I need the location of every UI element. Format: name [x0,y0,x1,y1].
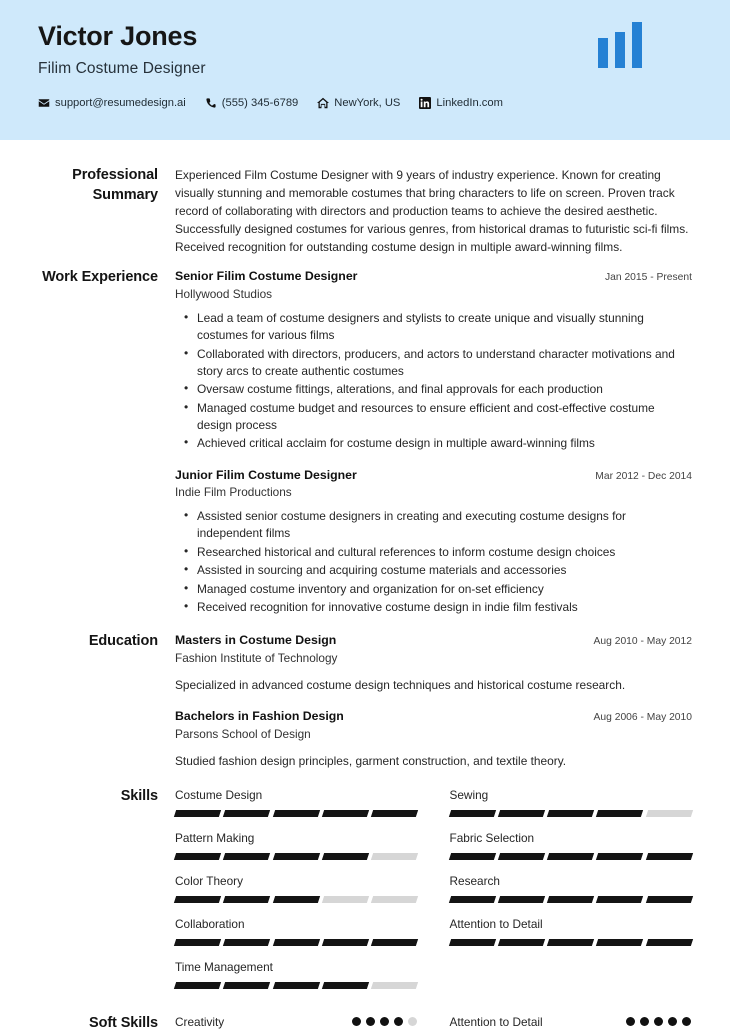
skill-item [450,873,693,903]
skill-level-segment [498,939,546,946]
skill-level-segment [174,982,222,989]
education-degree: Masters in Costume Design [175,633,337,648]
experience-job-title: Junior Filim Costume Designer [175,467,357,482]
education-date-range: Aug 2006 - May 2010 [593,712,692,724]
summary-text: Experienced Film Costume Designer with 9 years of industry experience. Known for creating visually stunning and memorable costumes that bring characters to life on screen. Proven track record of collaborating with directors and production teams to achieve the desired aesthetic. Successfully designed costumes for various genres, from historical dramas to futuristic sci-fi films. Received recognition for outstanding costume design in multiple award-winning films. [175,168,689,255]
education-date-range: Aug 2010 - May 2012 [593,636,692,648]
soft-skill-name: Creativity [175,1015,225,1030]
soft-skill-dot [668,1017,677,1026]
skill-level-segment [596,853,644,860]
experience-entry-header [175,268,692,285]
experience-entry [175,467,692,617]
skill-level-segment [498,896,546,903]
experience-entry [175,268,692,452]
section-work-experience [38,268,692,620]
experience-bullet: • Managed costume budget and resources to ensure efficient and cost-effective costume design process [197,400,692,435]
skill-level-segment [448,853,496,860]
skill-level-segment [223,853,271,860]
soft-skill-rating [352,1014,418,1026]
soft-skill-item [175,1014,418,1031]
soft-skill-dot [380,1017,389,1026]
experience-bullet-list [175,508,692,616]
skill-name: Attention to Detail [449,916,543,931]
education-degree: Bachelors in Fashion Design [175,709,344,724]
skill-level-segment [174,939,222,946]
skill-name: Time Management [175,959,273,974]
skill-level-segment [272,896,320,903]
skill-level-segment [174,853,222,860]
resume-body [0,140,730,1034]
experience-bullet: • Received recognition for innovative costume design in indie film festivals [197,599,692,616]
education-school: Parsons School of Design [175,727,311,742]
section-label-experience: Work Experience [42,269,158,286]
experience-company: Hollywood Studios [175,287,273,302]
skill-level-bar [450,853,693,860]
skill-level-segment [371,939,419,946]
skill-level-segment [547,939,595,946]
section-body-experience [158,268,692,620]
logo-bar-2 [615,32,625,68]
logo-bar-1 [598,38,608,68]
contact-linkedin-text: LinkedIn.com [436,97,503,109]
contact-row [38,97,503,109]
section-label-education: Education [88,633,158,650]
education-entry-header [175,632,692,649]
skill-level-segment [223,939,271,946]
contact-email[interactable] [38,97,186,109]
contact-phone[interactable] [205,97,299,109]
skill-level-segment [547,810,595,817]
experience-job-title: Senior Filim Costume Designer [175,269,358,284]
skill-name: Pattern Making [175,830,255,845]
skill-level-segment [646,810,694,817]
skill-level-segment [272,982,320,989]
resume-logo [598,22,642,68]
section-body-soft-skills [158,1014,692,1031]
experience-date-range: Jan 2015 - Present [604,272,692,284]
skill-item [175,830,418,860]
education-entry-header [175,708,692,725]
experience-bullet: • Collaborated with directors, producers, and actors to understand character motivations and story arcs to create authentic costumes [197,346,692,381]
skill-level-bar [175,896,418,903]
skill-name: Costume Design [175,787,263,802]
resume-header [0,0,730,140]
experience-bullet: • Researched historical and cultural references to inform costume design choices [197,544,692,561]
skill-level-segment [498,853,546,860]
skill-level-segment [322,853,370,860]
skill-item [175,787,418,817]
experience-bullet: • Assisted senior costume designers in creating and executing costume designs for independent films [197,508,692,543]
contact-email-text: support@resumedesign.ai [55,97,186,109]
skill-level-bar [175,939,418,946]
skill-level-segment [596,939,644,946]
skill-level-segment [646,853,694,860]
skill-level-segment [322,810,370,817]
envelope-icon [38,97,50,109]
skill-level-segment [272,939,320,946]
section-professional-summary [38,166,692,256]
skill-name: Fabric Selection [449,830,535,845]
section-label-soft-skills: Soft Skills [89,1015,158,1032]
soft-skill-name: Attention to Detail [449,1015,543,1030]
linkedin-icon [419,97,431,109]
skill-level-segment [322,896,370,903]
education-description: Specialized in advanced costume design techniques and historical costume research. [175,677,626,692]
soft-skill-rating [626,1014,692,1026]
skill-level-segment [498,810,546,817]
section-body-summary [158,166,692,256]
skill-level-segment [448,810,496,817]
contact-linkedin[interactable] [419,97,503,109]
skills-grid [175,787,692,1002]
experience-bullet: • Achieved critical acclaim for costume design in multiple award-winning films [197,435,692,452]
skill-name: Sewing [449,787,489,802]
skill-level-segment [547,896,595,903]
skill-item [450,830,693,860]
skill-level-segment [174,896,222,903]
skill-level-segment [223,982,271,989]
skill-level-segment [596,810,644,817]
experience-date-range: Mar 2012 - Dec 2014 [595,470,692,482]
skill-level-bar [175,982,418,989]
soft-skill-dot [366,1017,375,1026]
skill-level-segment [646,939,694,946]
experience-company: Indie Film Productions [175,485,292,500]
experience-bullet: • Lead a team of costume designers and stylists to create unique and visually stunning costumes for various films [197,310,692,345]
section-education [38,632,692,774]
phone-icon [205,97,217,109]
skill-level-segment [272,810,320,817]
logo-bar-3 [632,22,642,68]
education-entry [175,632,692,694]
skill-level-segment [272,853,320,860]
soft-skill-dot [626,1017,635,1026]
skill-level-segment [322,939,370,946]
skill-level-bar [175,853,418,860]
section-label-skills: Skills [120,787,158,804]
skill-name: Color Theory [175,873,243,888]
skill-level-segment [371,896,419,903]
soft-skills-grid [175,1014,692,1031]
education-description: Studied fashion design principles, garment construction, and textile theory. [175,753,567,768]
soft-skill-item [450,1014,693,1031]
skill-item [175,959,418,989]
skill-level-segment [223,896,271,903]
soft-skill-dot [394,1017,403,1026]
skill-level-segment [371,853,419,860]
soft-skill-dot [654,1017,663,1026]
section-body-education [158,632,692,774]
skill-level-bar [450,896,693,903]
skill-item [175,873,418,903]
contact-location[interactable] [317,97,400,109]
experience-entry-header [175,467,692,484]
skill-item [450,916,693,946]
section-body-skills [158,787,692,1002]
skill-name: Research [449,873,500,888]
skill-level-bar [450,939,693,946]
home-icon [317,97,329,109]
skill-level-segment [448,896,496,903]
skill-level-segment [174,810,222,817]
experience-bullet: • Managed costume inventory and organization for on-set efficiency [197,581,692,598]
candidate-name: Victor Jones [38,21,198,51]
section-label-summary: Professional Summary [72,167,158,203]
skill-item [175,916,418,946]
skill-level-segment [547,853,595,860]
skill-level-segment [448,939,496,946]
soft-skill-dot [408,1017,417,1026]
contact-phone-text: (555) 345-6789 [221,97,299,109]
education-school: Fashion Institute of Technology [175,650,338,665]
experience-bullet-list [175,310,692,453]
contact-location-text: NewYork, US [334,97,401,109]
experience-bullet: • Oversaw costume fittings, alterations, and final approvals for each production [197,381,692,398]
skill-level-segment [371,982,419,989]
candidate-job-title: Filim Costume Designer [38,59,206,77]
soft-skill-dot [682,1017,691,1026]
skill-name: Collaboration [175,916,245,931]
skill-level-bar [175,810,418,817]
skill-level-bar [450,810,693,817]
skill-item [450,787,693,817]
section-skills [38,787,692,1002]
soft-skill-dot [640,1017,649,1026]
skill-level-segment [223,810,271,817]
skill-level-segment [596,896,644,903]
skill-level-segment [646,896,694,903]
education-entry [175,708,692,770]
skill-level-segment [371,810,419,817]
skill-level-segment [322,982,370,989]
soft-skill-dot [352,1017,361,1026]
experience-bullet: • Assisted in sourcing and acquiring costume materials and accessories [197,562,692,579]
